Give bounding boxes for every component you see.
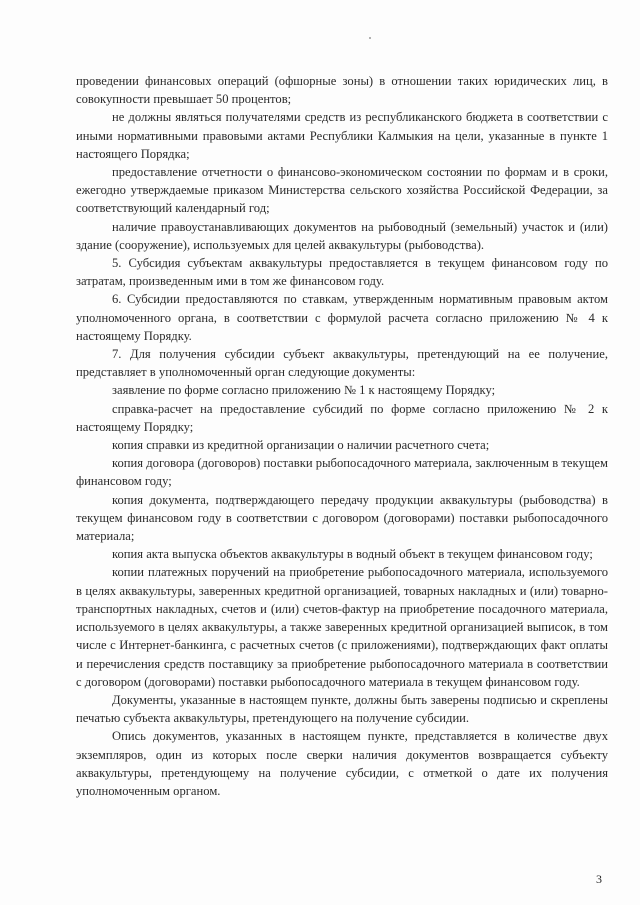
paragraph-offshore: проведении финансовых операций (офшорные зоны) в отношении таких юридических лиц, в совокупности превышает 50 процентов; — [76, 74, 608, 107]
paragraph-release-act: копия акта выпуска объектов аквакультуры в водный объект в текущем финансовом году; — [112, 547, 593, 562]
paragraph-item-7: 7. Для получения субсидии субъект аквакультуры, претендующий на ее получение, представляет в уполномоченный орган следующие документы: — [76, 347, 608, 380]
page-number: 3 — [596, 872, 602, 886]
paragraph-item-5: 5. Субсидия субъектам аквакультуры предоставляется в текущем финансовом году по затратам, произведенным ими в том же финансовом году. — [76, 256, 608, 289]
paragraph-budget-recipients: не должны являться получателями средств из республиканского бюджета в соответствии с иными нормативными правовыми актами Республики Калмыкия на цели, указанные в пункте 1 настоящего Порядка; — [76, 110, 608, 161]
paragraph-inventory: Опись документов, указанных в настоящем пункте, представляется в количестве двух экземпляров, один из которых после сверки наличия документов возвращается субъекту аквакультуры, претендующему на получение субсидии, с отметкой о дате их получения уполномоченным органом. — [76, 729, 608, 798]
paragraph-calculation: справка-расчет на предоставление субсидий по форме согласно приложению № 2 к настоящему Порядку; — [76, 401, 608, 434]
paragraph-title-documents: наличие правоустанавливающих документов на рыбоводный (земельный) участок и (или) здание (сооружение), используемых для целей аквакультуры (рыбоводства). — [76, 219, 608, 252]
paragraph-application: заявление по форме согласно приложению № 1 к настоящему Порядку; — [112, 383, 496, 398]
paragraph-bank-certificate: копия справки из кредитной организации о наличии расчетного счета; — [112, 438, 490, 453]
document-body — [76, 72, 608, 800]
scan-artifact — [369, 37, 371, 39]
paragraph-certification: Документы, указанные в настоящем пункте, должны быть заверены подписью и скреплены печатью субъекта аквакультуры, претендующего на получение субсидии. — [76, 692, 608, 726]
paragraph-transfer-document: копия документа, подтверждающего передачу продукции аквакультуры (рыбоводства) в текущем финансовом году в соответствии с договором (договорами) поставки рыбопосадочного материала; — [76, 492, 608, 544]
paragraph-item-6: 6. Субсидии предоставляются по ставкам, утвержденным нормативным правовым актом уполномоченного органа, в соответствии с формулой расчета согласно приложению № 4 к настоящему Порядку. — [76, 292, 608, 343]
paragraph-payment-orders: копии платежных поручений на приобретение рыбопосадочного материала, используемого в целях аквакультуры, заверенных кредитной организацией, товарных накладных и (или) товарно-транспортных накладных, счетов и (или) счетов-фактур на приобретение посадочного материала, используемого в целях аквакультуры, а также заверенных кредитной организацией выписок, в том числе с Интернет-банкинга, с расчетных счетов (с приложениями), подтверждающих факт оплаты и перечисления средств поставщику за приобретение рыбопосадочного материала в соответствии с договором (договорами) поставки рыбопосадочного материала в текущем финансовом году. — [76, 565, 608, 689]
paragraph-reporting: предоставление отчетности о финансово-экономическом состоянии по формам и в сроки, ежегодно утверждаемые приказом Министерства сельского хозяйства Российской Федерации, за соответствующий календарный год; — [76, 165, 608, 216]
paragraph-supply-contract: копия договора (договоров) поставки рыбопосадочного материала, заключенным в текущем финансовом году; — [76, 456, 608, 489]
